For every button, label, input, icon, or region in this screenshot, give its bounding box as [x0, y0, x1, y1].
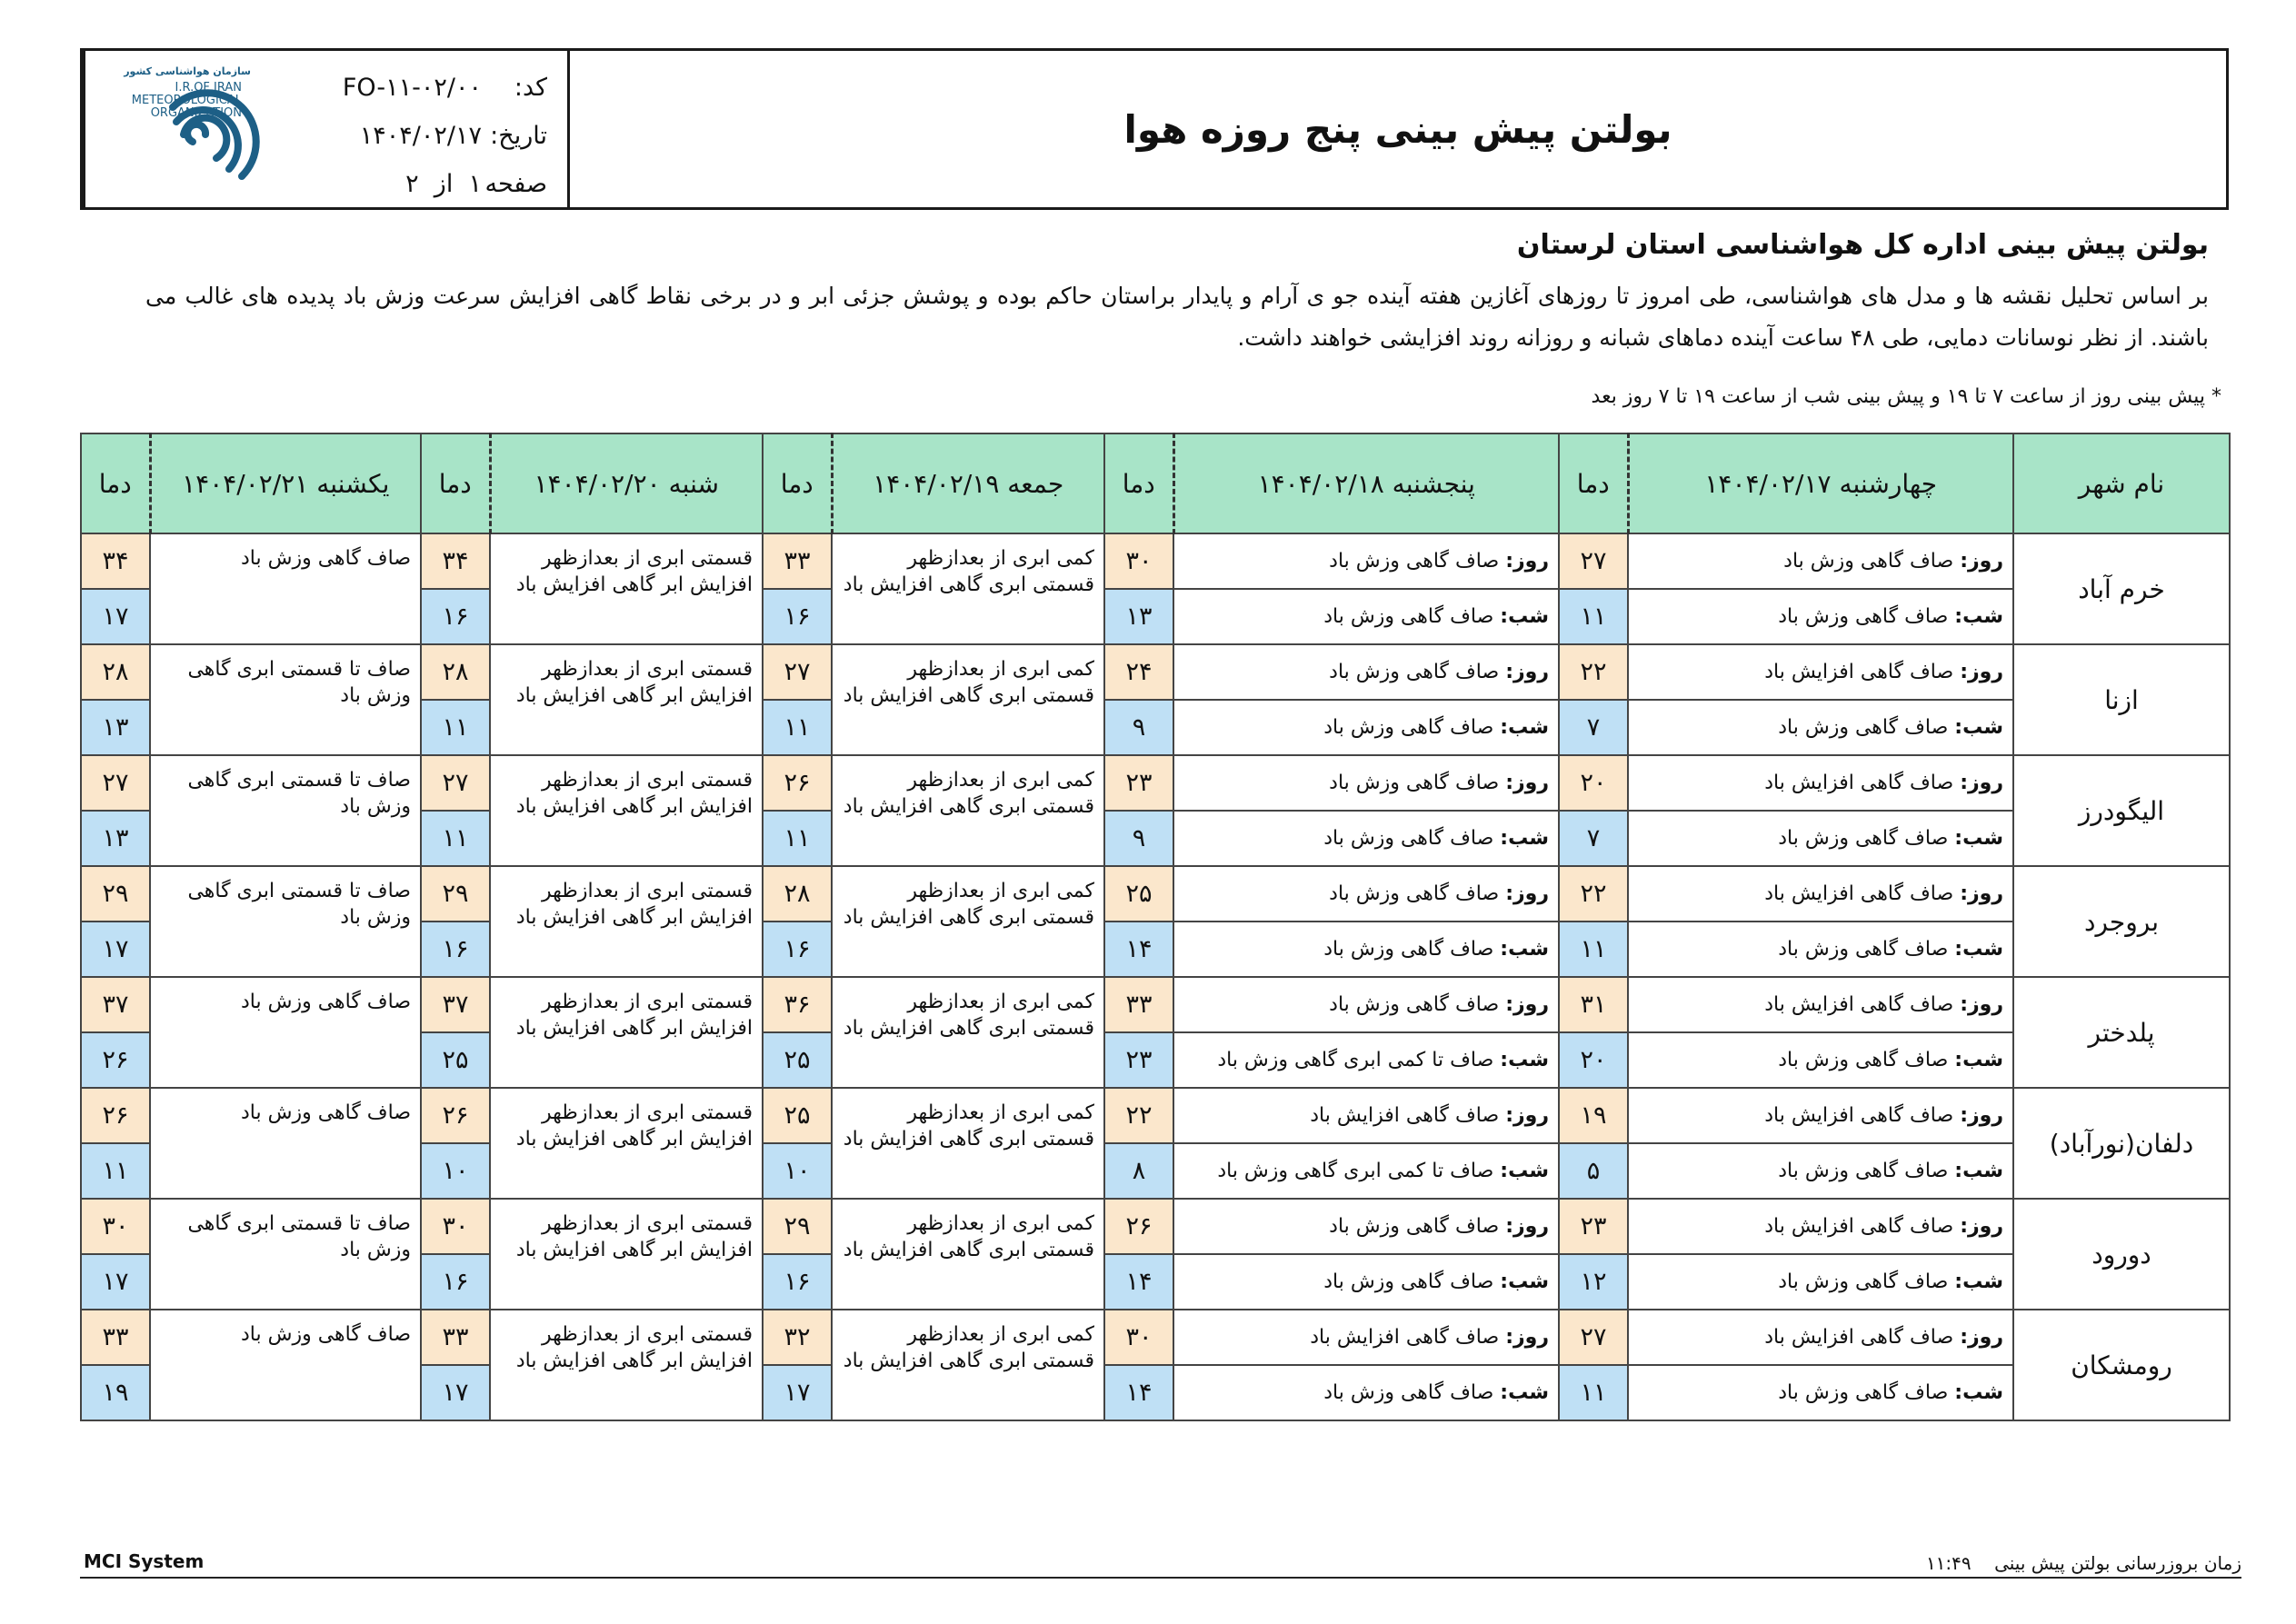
max-temp: ۲۷ — [421, 755, 490, 811]
day-condition: صاف گاهی افزایش باد — [1764, 661, 1954, 683]
day-condition: صاف گاهی وزش باد — [1329, 661, 1500, 683]
min-temp: ۱۰ — [421, 1143, 490, 1199]
city-name: رومشکان — [2013, 1310, 2230, 1420]
day-forecast — [1628, 977, 2013, 1032]
max-temp: ۲۹ — [81, 866, 150, 922]
night-forecast — [1173, 1254, 1559, 1310]
night-forecast — [1173, 1143, 1559, 1199]
spiral-logo-icon — [85, 51, 302, 207]
temp-header-3: دما — [763, 433, 832, 533]
night-forecast — [1173, 589, 1559, 644]
daily-condition: قسمتی ابری از بعدازظهر افزایش ابر گاهی افزایش باد — [490, 1199, 763, 1310]
max-temp: ۲۸ — [81, 644, 150, 700]
day-label: روز: — [1960, 772, 2003, 794]
logo-org-en-3: ORGANIZATION — [150, 106, 242, 120]
night-label: شب: — [1954, 1160, 2003, 1182]
day-label: روز: — [1505, 661, 1549, 683]
max-temp: ۲۸ — [421, 644, 490, 700]
max-temp: ۲۰ — [1559, 755, 1628, 811]
night-forecast — [1628, 1143, 2013, 1199]
logo-org-en-1: I.R.OF IRAN — [175, 81, 242, 95]
day-forecast — [1173, 1199, 1559, 1254]
daily-condition: کمی ابری از بعدازظهر قسمتی ابری گاهی افزایش باد — [832, 755, 1104, 866]
max-temp: ۳۰ — [421, 1199, 490, 1254]
max-temp: ۳۰ — [81, 1199, 150, 1254]
day-condition: صاف گاهی وزش باد — [1329, 882, 1500, 905]
summary-title: بولتن پیش بینی اداره کل هواشناسی استان لرستان — [1516, 229, 2209, 261]
day-label: روز: — [1505, 1326, 1549, 1349]
footer-divider — [80, 1577, 2241, 1579]
max-temp: ۳۰ — [1104, 533, 1173, 589]
min-temp: ۱۳ — [81, 700, 150, 755]
max-temp: ۲۲ — [1559, 644, 1628, 700]
max-temp: ۱۹ — [1559, 1088, 1628, 1143]
footer-system: MCI System — [84, 1550, 205, 1572]
day-condition: صاف گاهی افزایش باد — [1764, 1326, 1954, 1349]
daily-condition: قسمتی ابری از بعدازظهر افزایش ابر گاهی افزایش باد — [490, 755, 763, 866]
max-temp: ۳۴ — [421, 533, 490, 589]
day-forecast — [1628, 755, 2013, 811]
city-name: الیگودرز — [2013, 755, 2230, 866]
night-forecast — [1628, 1032, 2013, 1088]
daily-condition: کمی ابری از بعدازظهر قسمتی ابری گاهی افزایش باد — [832, 977, 1104, 1088]
day-label: روز: — [1505, 1215, 1549, 1238]
night-condition: صاف گاهی وزش باد — [1323, 605, 1494, 628]
min-temp: ۱۷ — [81, 922, 150, 977]
max-temp: ۲۹ — [763, 1199, 832, 1254]
max-temp: ۳۲ — [763, 1310, 832, 1365]
day-condition: صاف گاهی وزش باد — [1783, 550, 1954, 573]
temp-header-2: دما — [1104, 433, 1173, 533]
table-row — [81, 1199, 2230, 1254]
meteorological-organization-logo — [83, 51, 299, 207]
min-temp: ۱۷ — [763, 1365, 832, 1420]
max-temp: ۲۷ — [81, 755, 150, 811]
min-temp: ۱۳ — [81, 811, 150, 866]
night-forecast — [1628, 1254, 2013, 1310]
min-temp: ۱۱ — [81, 1143, 150, 1199]
max-temp: ۲۲ — [1104, 1088, 1173, 1143]
min-temp: ۱۷ — [81, 589, 150, 644]
max-temp: ۲۵ — [763, 1088, 832, 1143]
daily-condition: صاف گاهی وزش باد — [150, 533, 421, 644]
max-temp: ۳۶ — [763, 977, 832, 1032]
day-forecast — [1173, 977, 1559, 1032]
day-forecast — [1628, 1199, 2013, 1254]
day-condition: صاف گاهی افزایش باد — [1310, 1326, 1500, 1349]
max-temp: ۳۳ — [421, 1310, 490, 1365]
temp-header-4: دما — [421, 433, 490, 533]
max-temp: ۲۶ — [81, 1088, 150, 1143]
city-name: دورود — [2013, 1199, 2230, 1310]
daily-condition: قسمتی ابری از بعدازظهر افزایش ابر گاهی افزایش باد — [490, 977, 763, 1088]
min-temp: ۱۱ — [763, 811, 832, 866]
max-temp: ۳۳ — [763, 533, 832, 589]
daily-condition: کمی ابری از بعدازظهر قسمتی ابری گاهی افزایش باد — [832, 866, 1104, 977]
day-label: روز: — [1505, 550, 1549, 573]
night-label: شب: — [1954, 1270, 2003, 1293]
day-forecast — [1173, 644, 1559, 700]
city-name: بروجرد — [2013, 866, 2230, 977]
day-forecast — [1173, 1088, 1559, 1143]
daily-condition: کمی ابری از بعدازظهر قسمتی ابری گاهی افزایش باد — [832, 1199, 1104, 1310]
day-header-3: جمعه ۱۴۰۴/۰۲/۱۹ — [832, 433, 1104, 533]
max-temp: ۲۳ — [1104, 755, 1173, 811]
night-label: شب: — [1500, 827, 1549, 850]
min-temp: ۱۴ — [1104, 1365, 1173, 1420]
table-header-row — [81, 433, 2230, 533]
forecast-note: * پیش بینی روز از ساعت ۷ تا ۱۹ و پیش بینی شب از ساعت ۱۹ تا ۷ روز بعد — [1591, 385, 2221, 408]
day-forecast — [1173, 1310, 1559, 1365]
daily-condition: صاف تا قسمتی ابری گاهی وزش باد — [150, 644, 421, 755]
min-temp: ۲۵ — [421, 1032, 490, 1088]
min-temp: ۱۶ — [421, 922, 490, 977]
max-temp: ۲۶ — [421, 1088, 490, 1143]
day-forecast — [1628, 533, 2013, 589]
night-condition: صاف گاهی وزش باد — [1778, 1381, 1949, 1404]
night-condition: صاف گاهی وزش باد — [1323, 1381, 1494, 1404]
max-temp: ۲۶ — [1104, 1199, 1173, 1254]
city-column-header: نام شهر — [2013, 433, 2230, 533]
document-meta — [299, 51, 570, 207]
min-temp: ۱۴ — [1104, 1254, 1173, 1310]
night-label: شب: — [1954, 716, 2003, 739]
max-temp: ۳۳ — [1104, 977, 1173, 1032]
code-label: کد: — [514, 74, 547, 102]
min-temp: ۱۱ — [1559, 922, 1628, 977]
day-forecast — [1628, 1088, 2013, 1143]
day-label: روز: — [1505, 772, 1549, 794]
daily-condition: صاف گاهی وزش باد — [150, 1310, 421, 1420]
day-header-1: چهارشنبه ۱۴۰۴/۰۲/۱۷ — [1628, 433, 2013, 533]
min-temp: ۱۷ — [421, 1365, 490, 1420]
night-condition: صاف تا کمی ابری گاهی وزش باد — [1217, 1160, 1494, 1182]
day-header-5: یکشنبه ۱۴۰۴/۰۲/۲۱ — [150, 433, 421, 533]
day-condition: صاف گاهی وزش باد — [1329, 550, 1500, 573]
day-forecast — [1173, 866, 1559, 922]
night-condition: صاف گاهی وزش باد — [1778, 827, 1949, 850]
night-condition: صاف گاهی وزش باد — [1778, 1049, 1949, 1071]
min-temp: ۲۰ — [1559, 1032, 1628, 1088]
page-value: ۱ از ۲ — [405, 170, 482, 198]
max-temp: ۳۳ — [81, 1310, 150, 1365]
temp-header-5: دما — [81, 433, 150, 533]
night-condition: صاف تا کمی ابری گاهی وزش باد — [1217, 1049, 1494, 1071]
daily-condition: صاف تا قسمتی ابری گاهی وزش باد — [150, 866, 421, 977]
night-condition: صاف گاهی وزش باد — [1778, 1160, 1949, 1182]
night-label: شب: — [1500, 1160, 1549, 1182]
max-temp: ۳۴ — [81, 533, 150, 589]
summary-text: بر اساس تحلیل نقشه ها و مدل های هواشناسی، طی امروز تا روزهای آغازین هفته آینده جو ی آرام و پایدار براستان حاکم بوده و پوشش جزئی ابر و در برخی نقاط گاهی افزایش سرعت وزش باد پدیده های غالب می باشند. از نظر نوسانات دمایی، طی ۴۸ ساعت آینده دماهای شبانه و روزانه روند افزایشی خواهند داشت. — [145, 283, 2209, 351]
night-condition: صاف گاهی وزش باد — [1323, 827, 1494, 850]
night-label: شب: — [1500, 1381, 1549, 1404]
day-label: روز: — [1505, 882, 1549, 905]
min-temp: ۹ — [1104, 700, 1173, 755]
min-temp: ۱۶ — [421, 1254, 490, 1310]
day-forecast — [1173, 755, 1559, 811]
min-temp: ۱۲ — [1559, 1254, 1628, 1310]
max-temp: ۲۴ — [1104, 644, 1173, 700]
night-label: شب: — [1954, 1049, 2003, 1071]
footer-update-label: زمان بروزرسانی بولتن پیش بینی — [1994, 1552, 2241, 1574]
night-forecast — [1628, 700, 2013, 755]
min-temp: ۷ — [1559, 700, 1628, 755]
code-value: FO-۱۱-۰۲/۰۰ — [342, 74, 482, 102]
night-condition: صاف گاهی وزش باد — [1778, 716, 1949, 739]
night-label: شب: — [1954, 938, 2003, 961]
night-label: شب: — [1954, 605, 2003, 628]
night-condition: صاف گاهی وزش باد — [1323, 1270, 1494, 1293]
min-temp: ۵ — [1559, 1143, 1628, 1199]
night-label: شب: — [1500, 938, 1549, 961]
night-forecast — [1628, 922, 2013, 977]
date-value: ۱۴۰۴/۰۲/۱۷ — [359, 122, 482, 150]
max-temp: ۲۷ — [1559, 533, 1628, 589]
min-temp: ۱۶ — [421, 589, 490, 644]
max-temp: ۲۸ — [763, 866, 832, 922]
day-forecast — [1628, 1310, 2013, 1365]
night-forecast — [1628, 811, 2013, 866]
min-temp: ۱۰ — [763, 1143, 832, 1199]
night-forecast — [1173, 811, 1559, 866]
min-temp: ۸ — [1104, 1143, 1173, 1199]
night-label: شب: — [1954, 1381, 2003, 1404]
min-temp: ۱۶ — [763, 922, 832, 977]
night-label: شب: — [1500, 605, 1549, 628]
daily-condition: کمی ابری از بعدازظهر قسمتی ابری گاهی افزایش باد — [832, 1310, 1104, 1420]
night-condition: صاف گاهی وزش باد — [1778, 605, 1949, 628]
min-temp: ۱۶ — [763, 589, 832, 644]
max-temp: ۲۶ — [763, 755, 832, 811]
city-name: پلدختر — [2013, 977, 2230, 1088]
forecast-summary — [145, 229, 2209, 359]
max-temp: ۳۷ — [421, 977, 490, 1032]
night-forecast — [1173, 1032, 1559, 1088]
min-temp: ۱۱ — [1559, 589, 1628, 644]
day-label: روز: — [1960, 661, 2003, 683]
day-header-2: پنجشنبه ۱۴۰۴/۰۲/۱۸ — [1173, 433, 1559, 533]
min-temp: ۱۴ — [1104, 922, 1173, 977]
logo-org-fa: سازمان هواشناسی کشور — [124, 65, 251, 77]
day-condition: صاف گاهی وزش باد — [1329, 772, 1500, 794]
logo-org-en-2: METEOROLOGICAL — [131, 94, 242, 107]
min-temp: ۹ — [1104, 811, 1173, 866]
night-forecast — [1173, 922, 1559, 977]
night-forecast — [1628, 589, 2013, 644]
bulletin-header — [80, 48, 2229, 210]
night-forecast — [1173, 700, 1559, 755]
night-forecast — [1173, 1365, 1559, 1420]
max-temp: ۲۷ — [1559, 1310, 1628, 1365]
min-temp: ۱۳ — [1104, 589, 1173, 644]
page-title: بولتن پیش بینی پنج روزه هوا — [1123, 106, 1672, 152]
max-temp: ۲۳ — [1559, 1199, 1628, 1254]
day-label: روز: — [1505, 1104, 1549, 1127]
daily-condition: صاف تا قسمتی ابری گاهی وزش باد — [150, 1199, 421, 1310]
table-row — [81, 755, 2230, 811]
temp-header-1: دما — [1559, 433, 1628, 533]
night-label: شب: — [1954, 827, 2003, 850]
day-condition: صاف گاهی افزایش باد — [1764, 1104, 1954, 1127]
min-temp: ۱۹ — [81, 1365, 150, 1420]
daily-condition: صاف گاهی وزش باد — [150, 1088, 421, 1199]
day-condition: صاف گاهی افزایش باد — [1764, 1215, 1954, 1238]
daily-condition: قسمتی ابری از بعدازظهر افزایش ابر گاهی افزایش باد — [490, 866, 763, 977]
page-label: صفحه — [484, 170, 547, 198]
city-name: دلفان(نورآباد) — [2013, 1088, 2230, 1199]
day-label: روز: — [1505, 993, 1549, 1016]
max-temp: ۲۲ — [1559, 866, 1628, 922]
daily-condition: قسمتی ابری از بعدازظهر افزایش ابر گاهی افزایش باد — [490, 533, 763, 644]
night-condition: صاف گاهی وزش باد — [1778, 1270, 1949, 1293]
day-label: روز: — [1960, 882, 2003, 905]
city-name: خرم آباد — [2013, 533, 2230, 644]
day-condition: صاف گاهی افزایش باد — [1310, 1104, 1500, 1127]
min-temp: ۱۱ — [1559, 1365, 1628, 1420]
day-forecast — [1628, 644, 2013, 700]
daily-condition: صاف تا قسمتی ابری گاهی وزش باد — [150, 755, 421, 866]
daily-condition: قسمتی ابری از بعدازظهر افزایش ابر گاهی افزایش باد — [490, 644, 763, 755]
min-temp: ۱۷ — [81, 1254, 150, 1310]
table-row — [81, 533, 2230, 589]
table-row — [81, 866, 2230, 922]
daily-condition: کمی ابری از بعدازظهر قسمتی ابری گاهی افزایش باد — [832, 533, 1104, 644]
min-temp: ۱۶ — [763, 1254, 832, 1310]
footer-update-time: ۱۱:۴۹ — [1925, 1552, 1972, 1574]
night-condition: صاف گاهی وزش باد — [1778, 938, 1949, 961]
footer-update — [1926, 1552, 2241, 1574]
night-condition: صاف گاهی وزش باد — [1323, 938, 1494, 961]
day-label: روز: — [1960, 550, 2003, 573]
night-label: شب: — [1500, 716, 1549, 739]
min-temp: ۲۳ — [1104, 1032, 1173, 1088]
date-label: تاریخ: — [490, 122, 547, 150]
day-label: روز: — [1960, 1215, 2003, 1238]
day-header-4: شنبه ۱۴۰۴/۰۲/۲۰ — [490, 433, 763, 533]
min-temp: ۱۱ — [763, 700, 832, 755]
table-row — [81, 644, 2230, 700]
max-temp: ۳۱ — [1559, 977, 1628, 1032]
table-row — [81, 1088, 2230, 1143]
max-temp: ۳۷ — [81, 977, 150, 1032]
min-temp: ۲۵ — [763, 1032, 832, 1088]
night-forecast — [1628, 1365, 2013, 1420]
table-row — [81, 1310, 2230, 1365]
day-label: روز: — [1960, 1104, 2003, 1127]
daily-condition: قسمتی ابری از بعدازظهر افزایش ابر گاهی افزایش باد — [490, 1088, 763, 1199]
min-temp: ۲۶ — [81, 1032, 150, 1088]
day-condition: صاف گاهی افزایش باد — [1764, 772, 1954, 794]
day-label: روز: — [1960, 993, 2003, 1016]
min-temp: ۷ — [1559, 811, 1628, 866]
day-label: روز: — [1960, 1326, 2003, 1349]
forecast-table — [80, 433, 2231, 1421]
day-condition: صاف گاهی وزش باد — [1329, 993, 1500, 1016]
city-name: ازنا — [2013, 644, 2230, 755]
night-label: شب: — [1500, 1049, 1549, 1071]
daily-condition: کمی ابری از بعدازظهر قسمتی ابری گاهی افزایش باد — [832, 1088, 1104, 1199]
min-temp: ۱۱ — [421, 811, 490, 866]
day-condition: صاف گاهی افزایش باد — [1764, 993, 1954, 1016]
day-forecast — [1173, 533, 1559, 589]
max-temp: ۳۰ — [1104, 1310, 1173, 1365]
daily-condition: قسمتی ابری از بعدازظهر افزایش ابر گاهی افزایش باد — [490, 1310, 763, 1420]
table-row — [81, 977, 2230, 1032]
night-condition: صاف گاهی وزش باد — [1323, 716, 1494, 739]
daily-condition: کمی ابری از بعدازظهر قسمتی ابری گاهی افزایش باد — [832, 644, 1104, 755]
day-forecast — [1628, 866, 2013, 922]
day-condition: صاف گاهی افزایش باد — [1764, 882, 1954, 905]
night-label: شب: — [1500, 1270, 1549, 1293]
daily-condition: صاف گاهی وزش باد — [150, 977, 421, 1088]
day-condition: صاف گاهی وزش باد — [1329, 1215, 1500, 1238]
max-temp: ۲۵ — [1104, 866, 1173, 922]
max-temp: ۲۷ — [763, 644, 832, 700]
max-temp: ۲۹ — [421, 866, 490, 922]
min-temp: ۱۱ — [421, 700, 490, 755]
